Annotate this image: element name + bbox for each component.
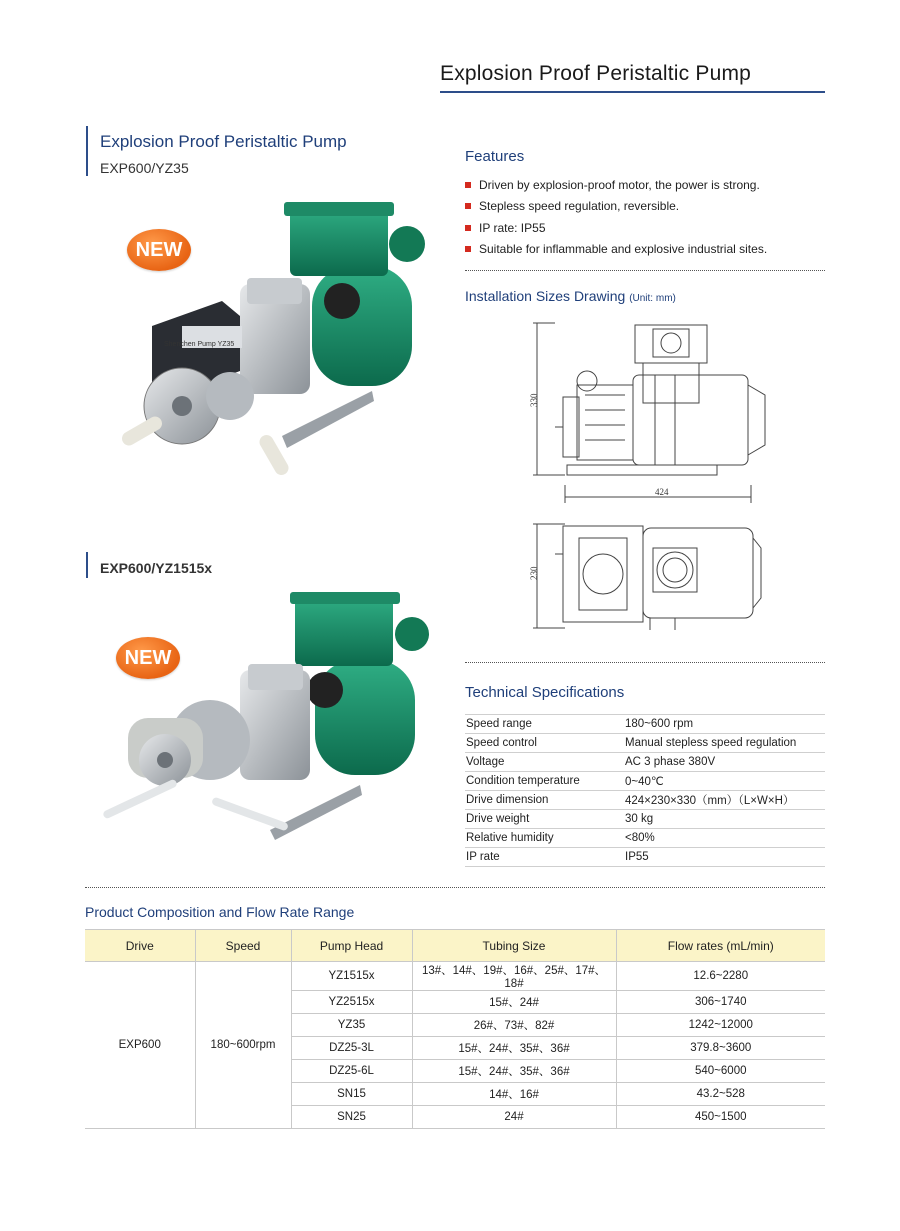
product1-title: Explosion Proof Peristaltic Pump: [100, 132, 347, 151]
table-row: Drive dimension 424×230×330（mm）（L×W×H）: [465, 791, 825, 810]
pump-image-yz1515x: [100, 590, 440, 850]
table-row: Condition temperature 0~40℃: [465, 772, 825, 791]
table-row: Relative humidity <80%: [465, 829, 825, 848]
speed-cell: 180~600rpm: [195, 962, 291, 1129]
divider: [465, 662, 825, 663]
product1-model: EXP600/YZ35: [100, 160, 189, 176]
table-row: SN15 14#、16# 43.2~528: [85, 1083, 825, 1106]
flow-table: [85, 929, 825, 1129]
table-row: Speed control Manual stepless speed regulation: [465, 734, 825, 753]
flow-title: Product Composition and Flow Rate Range: [85, 904, 355, 920]
feature-item: Driven by explosion-proof motor, the power is strong.: [465, 174, 767, 196]
table-row: DZ25-6L 15#、24#、35#、36# 540~6000: [85, 1060, 825, 1083]
bullet-icon: [465, 203, 471, 209]
dim-length-label: 424: [655, 487, 669, 497]
divider: [465, 270, 825, 271]
spec-table: [465, 714, 825, 867]
spec-title: Technical Specifications: [465, 684, 625, 701]
product2-model: EXP600/YZ1515x: [100, 560, 213, 576]
bullet-icon: [465, 225, 471, 231]
table-row: YZ2515x 15#、24# 306~1740: [85, 991, 825, 1014]
features-title: Features: [465, 148, 525, 165]
feature-item: IP rate: IP55: [465, 217, 767, 239]
section-bar: [86, 126, 88, 176]
table-header-row: Drive Speed Pump Head Tubing Size Flow rates (mL/min): [85, 930, 825, 962]
table-row: IP rate IP55: [465, 848, 825, 867]
table-row: Drive weight 30 kg: [465, 810, 825, 829]
features-list: [465, 174, 767, 260]
new-badge: NEW: [127, 229, 191, 271]
dim-width-label: 230: [529, 566, 539, 580]
dim-height-label: 330: [529, 393, 539, 407]
table-row: Voltage AC 3 phase 380V: [465, 753, 825, 772]
divider: [85, 887, 825, 888]
table-row: YZ35 26#、73#、82# 1242~12000: [85, 1014, 825, 1037]
table-row: EXP600 180~600rpm YZ1515x 13#、14#、19#、16#、25#、17#、18# 12.6~2280: [85, 962, 825, 991]
pump-image-yz35: [112, 196, 442, 496]
table-row: SN25 24# 450~1500: [85, 1106, 825, 1129]
bullet-icon: [465, 246, 471, 252]
top-view-drawing: [525, 518, 775, 643]
table-row: DZ25-3L 15#、24#、35#、36# 379.8~3600: [85, 1037, 825, 1060]
bullet-icon: [465, 182, 471, 188]
section-bar: [86, 552, 88, 578]
feature-item: Stepless speed regulation, reversible.: [465, 196, 767, 218]
page-title: Explosion Proof Peristaltic Pump: [440, 62, 752, 85]
side-view-drawing: [525, 315, 775, 510]
title-rule: [440, 91, 825, 93]
install-title: Installation Sizes Drawing (Unit: mm): [465, 288, 676, 304]
new-badge: NEW: [116, 637, 180, 679]
drive-cell: EXP600: [85, 962, 195, 1129]
feature-item: Suitable for inflammable and explosive industrial sites.: [465, 239, 767, 261]
table-row: Speed range 180~600 rpm: [465, 715, 825, 734]
pump-label-text: Shenchen Pump YZ35: [164, 341, 235, 348]
